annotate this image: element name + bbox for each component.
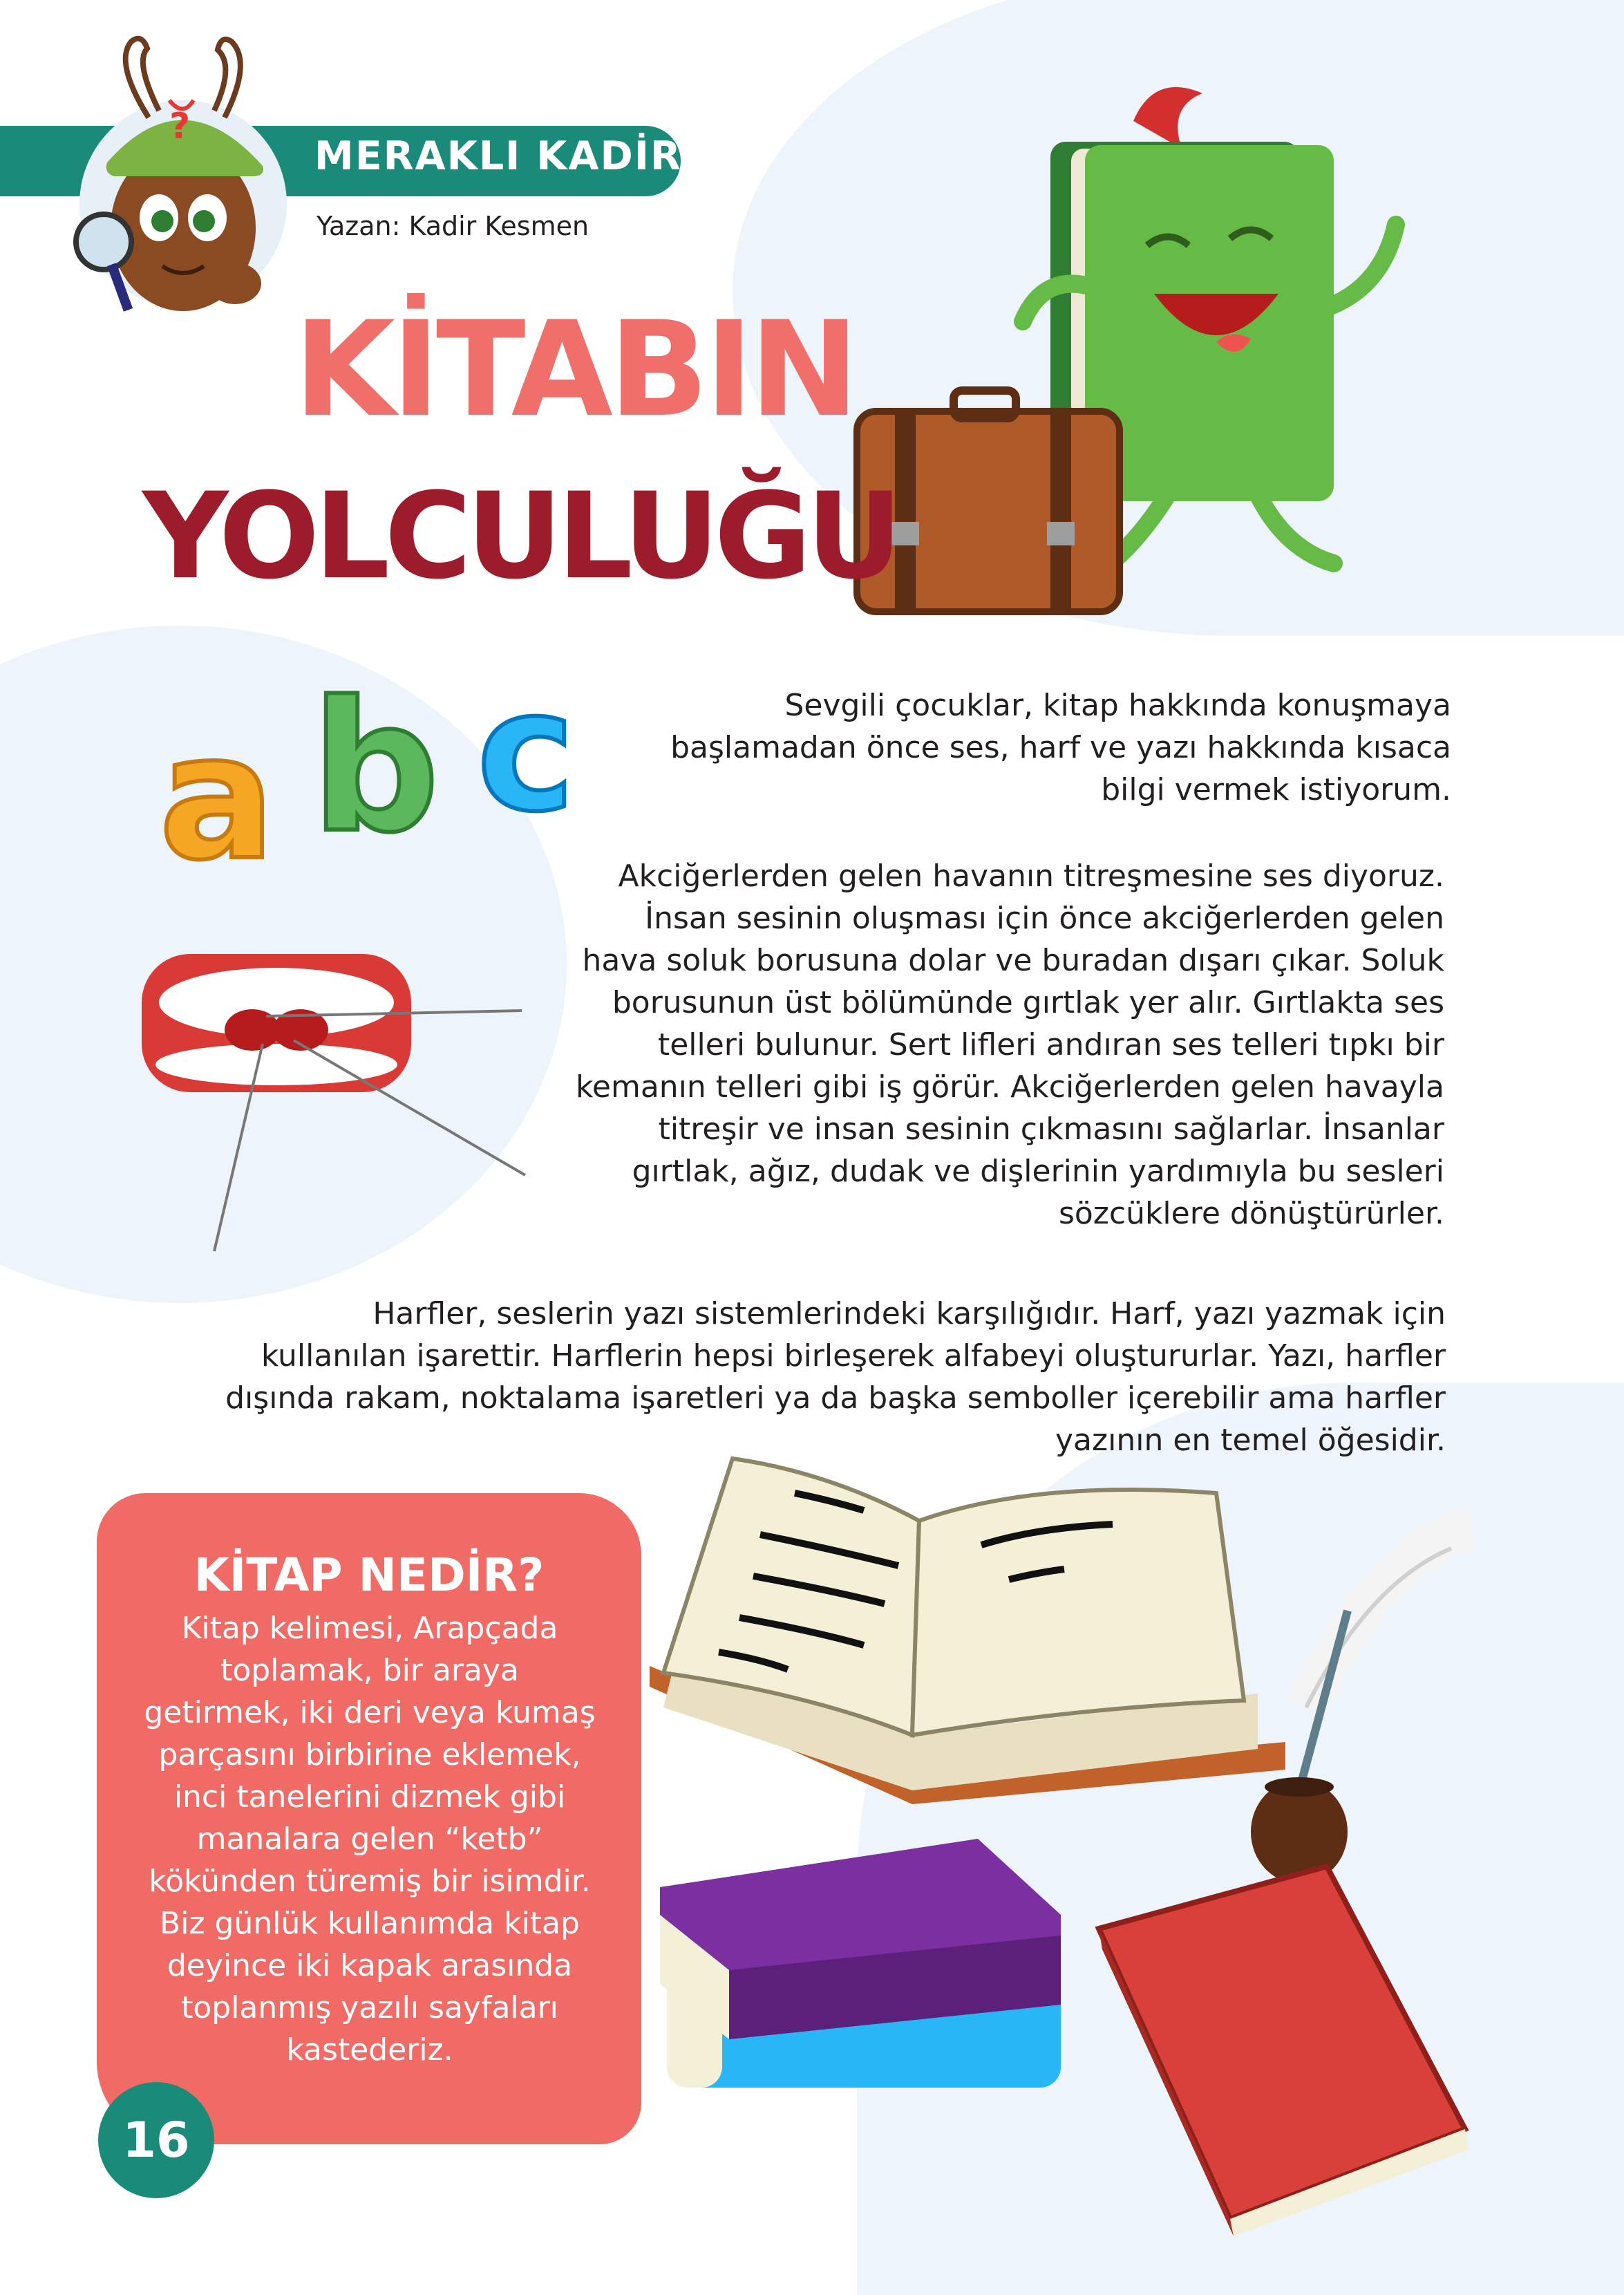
title-line-2: YOLCULUĞU: [142, 467, 898, 606]
series-title: MERAKLI KADİR: [314, 133, 682, 179]
info-box-title: KİTAP NEDİR?: [193, 1548, 545, 1602]
sound-paragraph: Akciğerlerden gelen havanın titreşmesine ses diyoruz. İnsan sesinin oluşması için önce akciğerlerden gelen hava soluk borusuna dolar ve buradan dışarı çıkar. Soluk borusunun üst bölümünde gırtlak yer alır. Gırtlakta ses telleri bulunur. Sert lifleri andıran ses telleri tıpkı bir kemanın telleri gibi iş görür. Akciğerlerden gelen havayla titreşir ve insan sesinin çıkmasını sağlarlar. İnsanlar gırtlak, ağız, dudak ve dişlerinin yardımıyla bu sesleri sözcüklere dönüştürürler.: [575, 859, 1444, 1231]
author-line: Yazan: Kadir Kesmen: [317, 211, 589, 241]
letter-a: a: [159, 697, 276, 878]
open-book-with-quill: [622, 1445, 1513, 1894]
letters-paragraph: Harfler, seslerin yazı sistemlerindeki karşılığıdır. Harf, yazı yazmak için kullanılan işarettir. Harflerin hepsi birleşerek alfabeyi oluştururlar. Yazı, harfler dışında rakam, noktalama işaretleri ya da başka semboller içerebilir ama harfler yazının en temel öğesidir.: [225, 1296, 1446, 1458]
title-line-1: KİTABIN: [294, 293, 856, 446]
svg-text:?: ?: [169, 106, 191, 147]
letter-b: b: [311, 664, 440, 872]
stacked-books: [646, 1832, 1088, 2129]
ant-detective-mascot: [66, 35, 301, 353]
red-book: [1092, 1853, 1479, 2240]
page-number: 16: [98, 2082, 214, 2198]
letter-c: c: [477, 657, 576, 848]
vocal-cords-diagram: [135, 947, 536, 1258]
info-box-body: Kitap kelimesi, Arapçada toplamak, bir araya getirmek, iki deri veya kumaş parçasını birbirine eklemek, inci tanelerini dizmek gibi manalara gelen “ketb” kökünden türemiş bir isimdir. Biz günlük kullanımda kitap deyince iki kapak arasında toplanmış yazılı sayfaları kastederiz.: [144, 1611, 596, 2068]
abc-letters-illustration: [152, 657, 608, 878]
intro-paragraph: Sevgili çocuklar, kitap hakkında konuşmaya başlamadan önce ses, harf ve yazı hakkında kısaca bilgi vermek istiyorum.: [670, 688, 1451, 807]
walking-book-with-suitcase: [843, 66, 1465, 626]
